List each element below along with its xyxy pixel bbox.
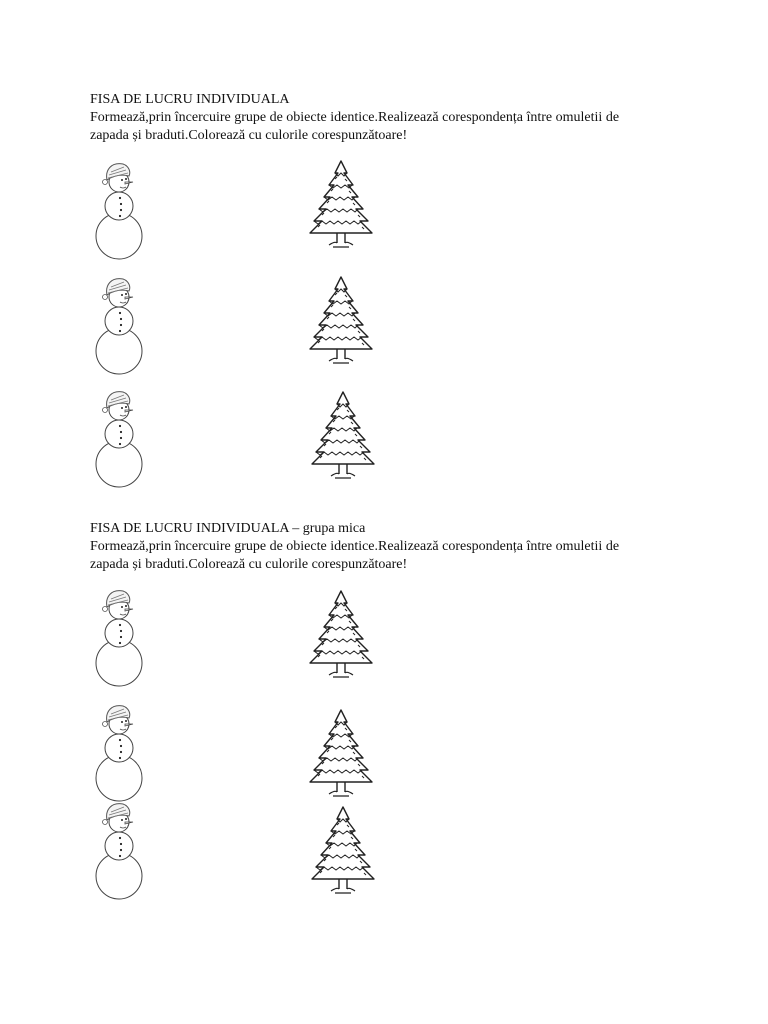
instruction-line: Formează,prin încercuire grupe de obiecte identice.Realizează corespondența între omuletii de	[90, 110, 620, 125]
fir-tree-icon	[300, 706, 382, 806]
snowman-icon	[90, 800, 152, 900]
worksheet-title: FISA DE LUCRU INDIVIDUALA – grupa mica	[90, 521, 366, 536]
fir-tree-icon	[302, 803, 384, 903]
instruction-line: zapada și braduti.Colorează cu culorile corespunzătoare!	[90, 557, 408, 572]
worksheet-instruction	[90, 109, 680, 145]
instruction-line: zapada și braduti.Colorează cu culorile corespunzătoare!	[90, 128, 408, 143]
fir-tree-icon	[300, 157, 382, 257]
snowman-icon	[90, 587, 152, 687]
fir-tree-icon	[300, 587, 382, 687]
fir-tree-icon	[302, 388, 384, 488]
fir-tree-icon	[300, 273, 382, 373]
worksheet-title: FISA DE LUCRU INDIVIDUALA	[90, 92, 290, 107]
instruction-line: Formează,prin încercuire grupe de obiecte identice.Realizează corespondența între omuletii de	[90, 539, 620, 554]
snowman-icon	[90, 702, 152, 802]
snowman-icon	[90, 275, 152, 375]
snowman-icon	[90, 388, 152, 488]
snowman-icon	[90, 160, 152, 260]
worksheet-instruction	[90, 538, 680, 574]
